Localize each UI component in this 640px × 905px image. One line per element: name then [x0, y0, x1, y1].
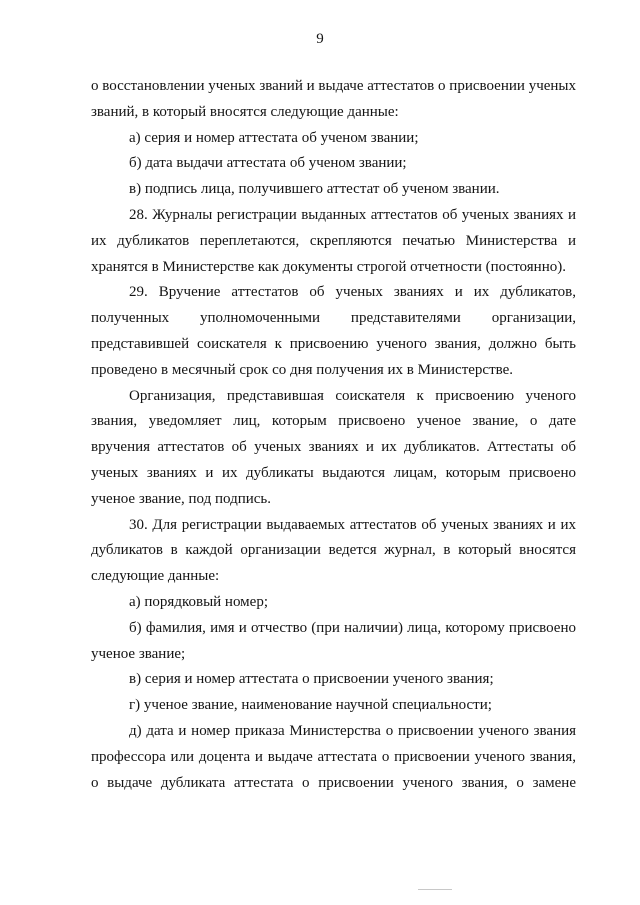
list-item-c-certificate-number: в) серия и номер аттестата о присвоении ученого звания;: [129, 671, 494, 688]
list-item-b-full-name: б) фамилия, имя и отчество (при наличии) лица, которому присвоено ученое звание;: [91, 619, 576, 662]
paragraph-organization-notice: Организация, представившая соискателя к присвоению ученого звания, уведомляет лиц, которым присвоено ученое звание, о дате вручения аттестатов об ученых званиях и их дубликатов. Аттестаты об ученых званиях и их дубликаты выдаются лицам, которым присвоено ученое звание, под подпись.: [91, 387, 576, 507]
list-item-b-issue-date: б) дата выдачи аттестата об ученом звании;: [129, 155, 407, 172]
list-item-d-academic-title: г) ученое звание, наименование научной специальности;: [129, 697, 492, 714]
paragraph-30: 30. Для регистрации выдаваемых аттестатов об ученых званиях и их дубликатов в каждой организации ведется журнал, в который вносятся следующие данные:: [91, 516, 576, 585]
paragraph-continuation: о восстановлении ученых званий и выдаче аттестатов о присвоении ученых званий, в который вносятся следующие данные:: [91, 78, 576, 120]
paragraph-29: 29. Вручение аттестатов об ученых званиях и их дубликатов, полученных уполномоченными представителями организации, представившей соискателя к присвоению ученого звания, должно быть проведено в месячный срок со дня получения их в Министерстве.: [91, 284, 576, 378]
list-item-c-signature: в) подпись лица, получившего аттестат об ученом звании.: [129, 181, 500, 198]
paragraph-28: 28. Журналы регистрации выданных аттестатов об ученых званиях и их дубликатов переплетаются, скрепляются печатью Министерства и хранятся в Министерстве как документы строгой отчетности (постоянно).: [91, 206, 576, 275]
list-item-a-ordinal-number: а) порядковый номер;: [129, 593, 268, 610]
document-body: [91, 74, 576, 796]
list-item-e-order-date: д) дата и номер приказа Министерства о присвоении ученого звания профессора или доцента и выдаче аттестата о присвоении ученого звания, о выдаче дубликата аттестата о присвоении ученого звания, о замене: [91, 722, 576, 791]
list-item-a-series-number: а) серия и номер аттестата об ученом звании;: [129, 129, 419, 146]
page-number: 9: [316, 31, 324, 47]
scan-artifact-line: [418, 889, 452, 890]
